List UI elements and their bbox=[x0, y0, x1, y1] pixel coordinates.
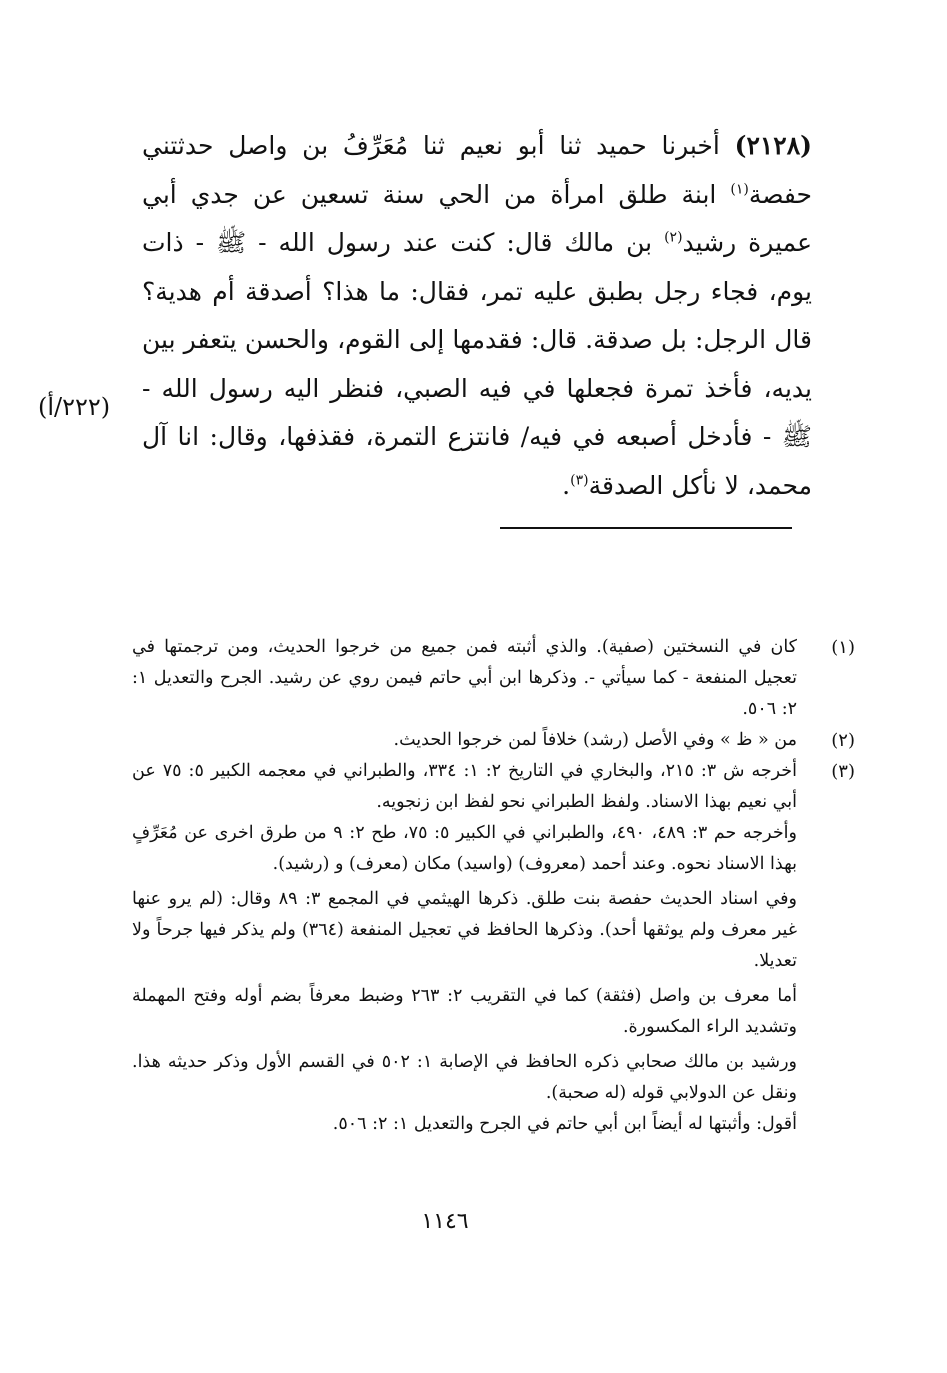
page-number: ١١٤٦ bbox=[421, 1209, 469, 1234]
footnote-1 bbox=[132, 632, 855, 725]
footnote-separator bbox=[500, 527, 792, 529]
hadith-text-part-3: بن مالك قال: كنت عند رسول الله - ﷺ - ذات يوم، فجاء رجل بطبق عليه تمر، فقال: ما هذا؟ أصدقة أم هدية؟ قال الرجل: بل صدقة. قال: فقدمها إلى القوم، والحسن يتعفر بين يديه، فأخذ تمرة فجعلها في فيه الصبي، فنظر اليه رسول الله - ﷺ - فأدخل أصبعه في فيه/ فانتزع التمرة، فقذفها، وقال: انا آل محمد، لا نأكل الصدقة bbox=[142, 228, 812, 500]
footnote-text: ورشيد بن مالك صحابي ذكره الحافظ في الإصابة ١: ٥٠٢ في القسم الأول وذكر حديثه هذا. ونقل عن الدولابي قوله (له صحبة). bbox=[132, 1052, 797, 1103]
footnotes bbox=[132, 632, 855, 1140]
footnote-ref-3: (٣) bbox=[570, 472, 589, 489]
manuscript-folio-ref: (٢٢٢/أ) bbox=[38, 393, 111, 421]
footnote-text: من « ظ » وفي الأصل (رشد) خلافاً لمن خرجوا الحديث. bbox=[393, 730, 797, 750]
footnote-text: أقول: وأثبتها له أيضاً ابن أبي حاتم في الجرح والتعديل ١: ٢: ٥٠٦. bbox=[332, 1114, 797, 1134]
footnote-text: أما معرف بن واصل (فثقة) كما في التقريب ٢: ٢٦٣ وضبط معرفاً بضم أوله وفتح المهملة وتشديد الراء المكسورة. bbox=[132, 986, 797, 1037]
footnote-text: كان في النسختين (صفية). والذي أثبته فمن جميع من خرجوا الحديث، ومن ترجمتها في تعجيل المنفعة - كما سيأتي -. وذكرها ابن أبي حاتم فيمن روي عن رشيد. الجرح والتعديل ١: ٢: ٥٠٦. bbox=[132, 637, 797, 719]
footnote-text: وأخرجه حم ٣: ٤٨٩، ٤٩٠، والطبراني في الكبير ٥: ٧٥، طح ٢: ٩ من طرق اخرى عن مُعَرِّفٍ بهذا الاسناد نحوه. وعند أحمد (معروف) (واسيد) مكان (معرف) و (رشيد). bbox=[132, 823, 797, 874]
footnote-number: (٣) bbox=[831, 761, 855, 782]
footnote-text: أخرجه ش ٣: ٢١٥، والبخاري في التاريخ ٢: ١: ٣٣٤، والطبراني في معجمه الكبير ٥: ٧٥ عن أبي نعيم بهذا الاسناد. ولفظ الطبراني نحو لفظ ابن زنجويه. bbox=[132, 761, 797, 812]
hadith-text-part-2: ابنة طلق امرأة من الحي سنة تسعين عن جدي أبي عميرة رشيد bbox=[142, 179, 812, 257]
footnote-number: (١) bbox=[831, 637, 855, 658]
hadith-number: (٢١٢٨) bbox=[734, 131, 812, 160]
footnote-2 bbox=[132, 725, 855, 756]
hadith-text-part-1: أخبرنا حميد ثنا أبو نعيم ثنا مُعَرِّفُ بن واصل حدثتني حفصة bbox=[142, 131, 812, 209]
footnote-ref-2: (٢) bbox=[664, 229, 683, 246]
footnote-3 bbox=[132, 756, 855, 1140]
footnote-number: (٢) bbox=[831, 730, 855, 751]
hadith-text bbox=[142, 122, 812, 510]
footnote-ref-1: (١) bbox=[730, 181, 749, 198]
hadith-text-end: . bbox=[562, 470, 571, 500]
footnote-text: وفي اسناد الحديث حفصة بنت طلق. ذكرها الهيثمي في المجمع ٣: ٨٩ وقال: (لم يرو عنها غير معرف ولم يوثقها أحد). وذكرها الحافظ في تعجيل المنفعة (٣٦٤) ولم يذكر فيها جرحاً ولا تعديلا. bbox=[132, 889, 797, 971]
